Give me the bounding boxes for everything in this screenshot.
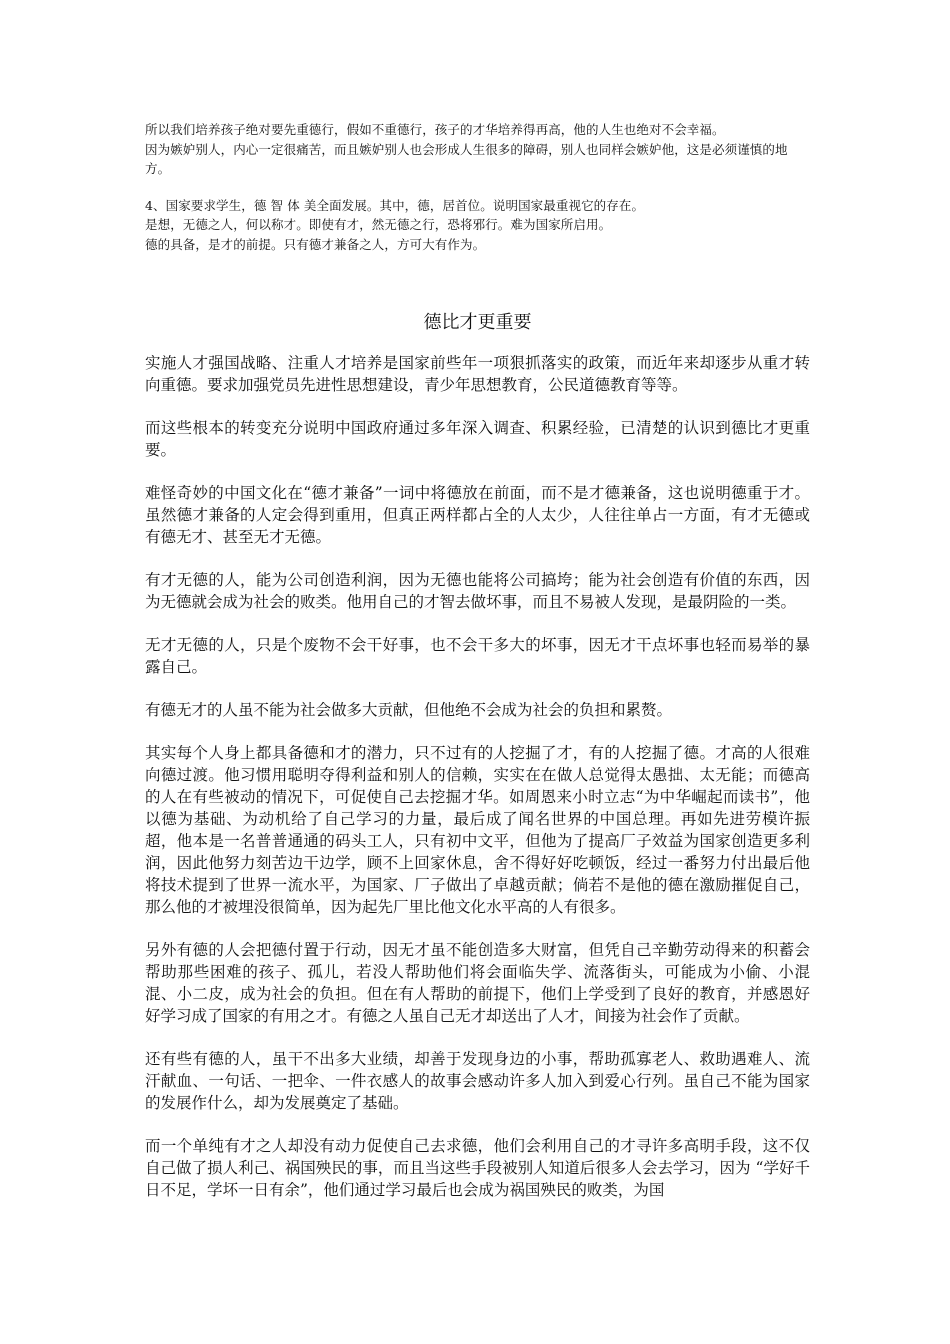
intro-line: 是想，无德之人，何以称才。即使有才，然无德之行，恐将邪行。难为国家所启用。	[145, 217, 612, 232]
article-paragraph: 无才无德的人，只是个废物不会干好事，也不会干多大的坏事，因无才干点坏事也轻而易举的暴露自己。	[145, 636, 810, 676]
article-paragraph: 其实每个人身上都具备德和才的潜力，只不过有的人挖掘了才，有的人挖掘了德。才高的人很难向德过渡。他习惯用聪明夺得利益和别人的信赖，实实在在做人总觉得太愚拙、太无能；而德高的人在有些被动的情况下，可促使自己去挖掘才华。如周恩来小时立志“为中华崛起而读书”，他以德为基础、为动机给了自己学习的力量，最后成了闻名世界的中国总理。再如先进劳模许振超，他本是一名普普通通的码头工人，只有初中文平，但他为了提高厂子效益为国家创造更多利润，因此他努力刻苦边干边学，顾不上回家休息，舍不得好好吃顿饭，经过一番努力付出最后他将技术提到了世界一流水平，为国家、厂子做出了卓越贡献；倘若不是他的德在激励摧促自己，那么他的才被埋没很简单，因为起先厂里比他文化水平高的人有很多。	[145, 744, 810, 916]
intro-section	[145, 120, 810, 254]
article-paragraph: 有才无德的人，能为公司创造利润，因为无德也能将公司搞垮；能为社会创造有价值的东西，因为无德就会成为社会的败类。他用自己的才智去做坏事，而且不易被人发现，是最阴险的一类。	[145, 571, 810, 611]
article-paragraph: 还有些有德的人，虽干不出多大业绩，却善于发现身边的小事，帮助孤寡老人、救助遇难人、流汗献血、一句话、一把伞、一件衣感人的故事会感动许多人加入到爱心行列。虽自己不能为国家的发展作什么，却为发展奠定了基础。	[145, 1050, 810, 1112]
intro-line: 4、国家要求学生，德 智 体 美全面发展。其中，德，居首位。说明国家最重视它的存在。	[145, 197, 645, 213]
article-paragraph: 实施人才强国战略、注重人才培养是国家前些年一项狠抓落实的政策，而近年来却逐步从重才转向重德。要求加强党员先进性思想建设，青少年思想教育，公民道德教育等等。	[145, 354, 810, 394]
paragraph-gap	[145, 179, 810, 196]
intro-line: 因为嫉妒别人，内心一定很痛苦，而且嫉妒别人也会形成人生很多的障碍，别人也同样会嫉妒他，这是必须谨慎的地方。	[145, 141, 788, 176]
article-body	[145, 352, 810, 1222]
article-title: 德比才更重要	[423, 312, 532, 333]
article-paragraph: 而这些根本的转变充分说明中国政府通过多年深入调查、积累经验，已清楚的认识到德比才更重要。	[145, 419, 810, 459]
article-paragraph: 难怪奇妙的中国文化在“德才兼备”一词中将德放在前面，而不是才德兼备，这也说明德重于才。虽然德才兼备的人定会得到重用，但真正两样都占全的人太少，人往往单占一方面，有才无德或有德无才、甚至无才无德。	[145, 484, 810, 546]
intro-line: 所以我们培养孩子绝对要先重德行，假如不重德行，孩子的才华培养得再高，他的人生也绝对不会幸福。	[145, 122, 725, 137]
article-paragraph: 而一个单纯有才之人却没有动力促使自己去求德，他们会利用自己的才寻许多高明手段，这不仅自己做了损人利己、祸国殃民的事，而且当这些手段被别人知道后很多人会去学习，因为 “学好千日不足，学坏一日有余”，他们通过学习最后也会成为祸国殃民的败类，为国	[145, 1137, 810, 1199]
article-paragraph: 另外有德的人会把德付置于行动，因无才虽不能创造多大财富，但凭自己辛勤劳动得来的积蓄会帮助那些困难的孩子、孤儿，若没人帮助他们将会面临失学、流落街头，可能成为小偷、小混混、小二皮，成为社会的负担。但在有人帮助的前提下，他们上学受到了良好的教育，并感恩好好学习成了国家的有用之才。有德之人虽自己无才却送出了人才，间接为社会作了贡献。	[145, 941, 810, 1025]
article-paragraph: 有德无才的人虽不能为社会做多大贡献，但他绝不会成为社会的负担和累赘。	[145, 701, 673, 719]
intro-line: 德的具备，是才的前提。只有德才兼备之人，方可大有作为。	[145, 236, 486, 252]
